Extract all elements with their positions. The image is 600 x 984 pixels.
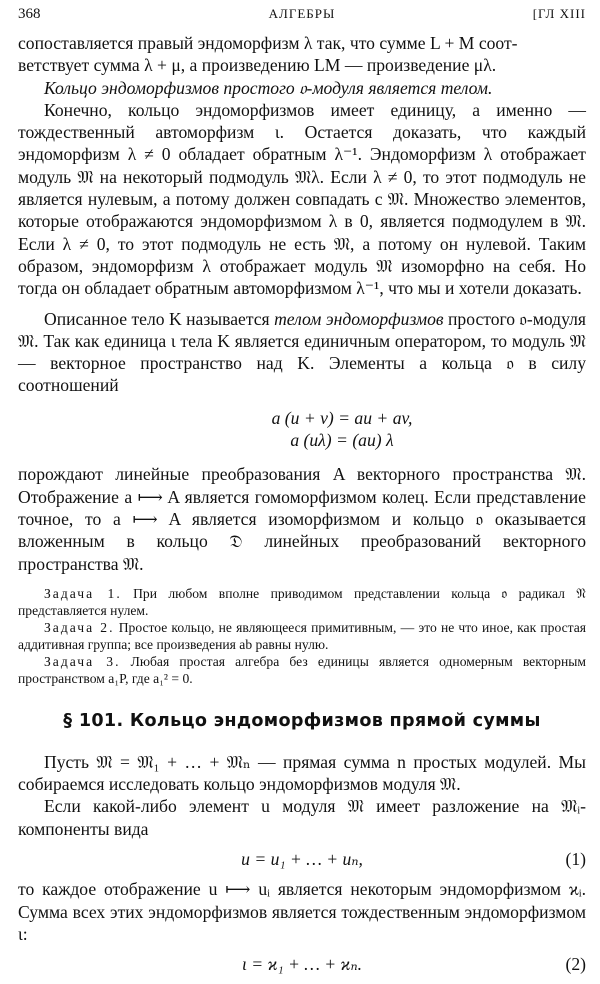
theorem-statement: Кольцо эндоморфизмов простого 𝔬-модуля является телом. xyxy=(44,77,493,98)
proof-paragraph: Конечно, кольцо эндоморфизмов имеет единицу, а именно — тождественный автоморфизм ι. Остается доказать, что каждый эндоморфизм λ ≠ 0 обладает обратным λ⁻¹. Эндоморфизм λ отображает модуль 𝔐 на некоторый подмодуль 𝔐λ. Если λ ≠ 0, то этот подмодуль не является нулевым, а потому должен совпадать с 𝔐. Множество элементов, которые отображаются эндоморфизмом λ в 0, является подмодулем в 𝔐. Если λ ≠ 0, то этот подмодуль не есть 𝔐, а потому он нулевой. Таким образом, эндоморфизм λ отображает модуль 𝔐 изоморфно на себя. Но тогда он обладает обратным автоморфизмом λ⁻¹, что мы и хотели доказать. xyxy=(18,99,586,299)
definition-paragraph xyxy=(18,308,586,397)
running-title: АЛГЕБРЫ xyxy=(268,6,336,21)
equation-2-number: (2) xyxy=(565,954,586,975)
chapter-label: [ГЛ XIII xyxy=(532,6,586,21)
paragraph-continuation-1: сопоставляется правый эндоморфизм λ так, что сумме L + M соот- xyxy=(18,33,518,53)
defined-term: телом эндоморфизмов xyxy=(274,308,444,329)
section-paragraph-1: Пусть 𝔐 = 𝔐₁ + … + 𝔐ₙ — прямая сумма n простых модулей. Мы собираемся исследовать кольцо эндоморфизмов модуля 𝔐. xyxy=(18,751,586,795)
section-heading: § 101. Кольцо эндоморфизмов прямой суммы xyxy=(63,710,541,731)
page-number: 368 xyxy=(18,6,41,22)
task-label: Задача 1. xyxy=(44,585,122,601)
task-text: Любая простая алгебра без единицы является одномерным векторным пространством a₁P, где a₁² = 0. xyxy=(18,653,586,686)
equation-1-number: (1) xyxy=(565,849,586,870)
task-label: Задача 3. xyxy=(44,653,121,669)
task-3 xyxy=(18,653,586,687)
paragraph-continuation-2: ветствует сумма λ + μ, а произведению LM — произведение μλ. xyxy=(18,55,497,76)
task-text: При любом вполне приводимом представлении кольца 𝔬 радикал 𝔑 представляется нулем. xyxy=(18,585,586,618)
task-text: Простое кольцо, не являющееся примитивным, — это не что иное, как простая аддитивная группа; все произведения ab равны нулю. xyxy=(18,619,587,652)
definition-text-a: Описанное тело K называется xyxy=(44,308,275,329)
representation-paragraph: порождают линейные преобразования A векторного пространства 𝔐. Отображение a ⟼ A является гомоморфизмом колец. Если представление точное, то a ⟼ A является изоморфизмом и кольцо 𝔬 оказывается вложенным в кольцо 𝔇 линейных преобразований векторного пространства 𝔐. xyxy=(18,464,586,574)
section-paragraph-3: то каждое отображение u ⟼ uᵢ является некоторым эндоморфизмом ϰᵢ. Сумма всех этих эндоморфизмов является тождественным эндоморфизмом ι: xyxy=(18,879,586,944)
definition-text-b: простого 𝔬-модуля 𝔐. Так как единица ι тела K является единичным оператором, то модуль 𝔐 — векторное пространство над K. Элементы a кольца 𝔬 в силу соотношений xyxy=(18,308,586,396)
task-label: Задача 2. xyxy=(44,619,115,635)
equation-2-row xyxy=(18,953,586,975)
running-header xyxy=(18,6,586,26)
page-content xyxy=(18,32,586,984)
equation-1-row xyxy=(18,848,586,870)
section-paragraph-2: Если какой-либо элемент u модуля 𝔐 имеет разложение на 𝔐ᵢ-компоненты вида xyxy=(18,796,586,839)
formula-2: a (uλ) = (au) λ xyxy=(290,430,394,451)
equation-1: u = u₁ + … + uₙ, xyxy=(241,849,363,870)
equation-2: ι = ϰ₁ + … + ϰₙ. xyxy=(242,954,362,975)
task-2 xyxy=(18,619,586,653)
task-1 xyxy=(18,585,586,619)
formula-1: a (u + v) = au + av, xyxy=(271,407,413,428)
